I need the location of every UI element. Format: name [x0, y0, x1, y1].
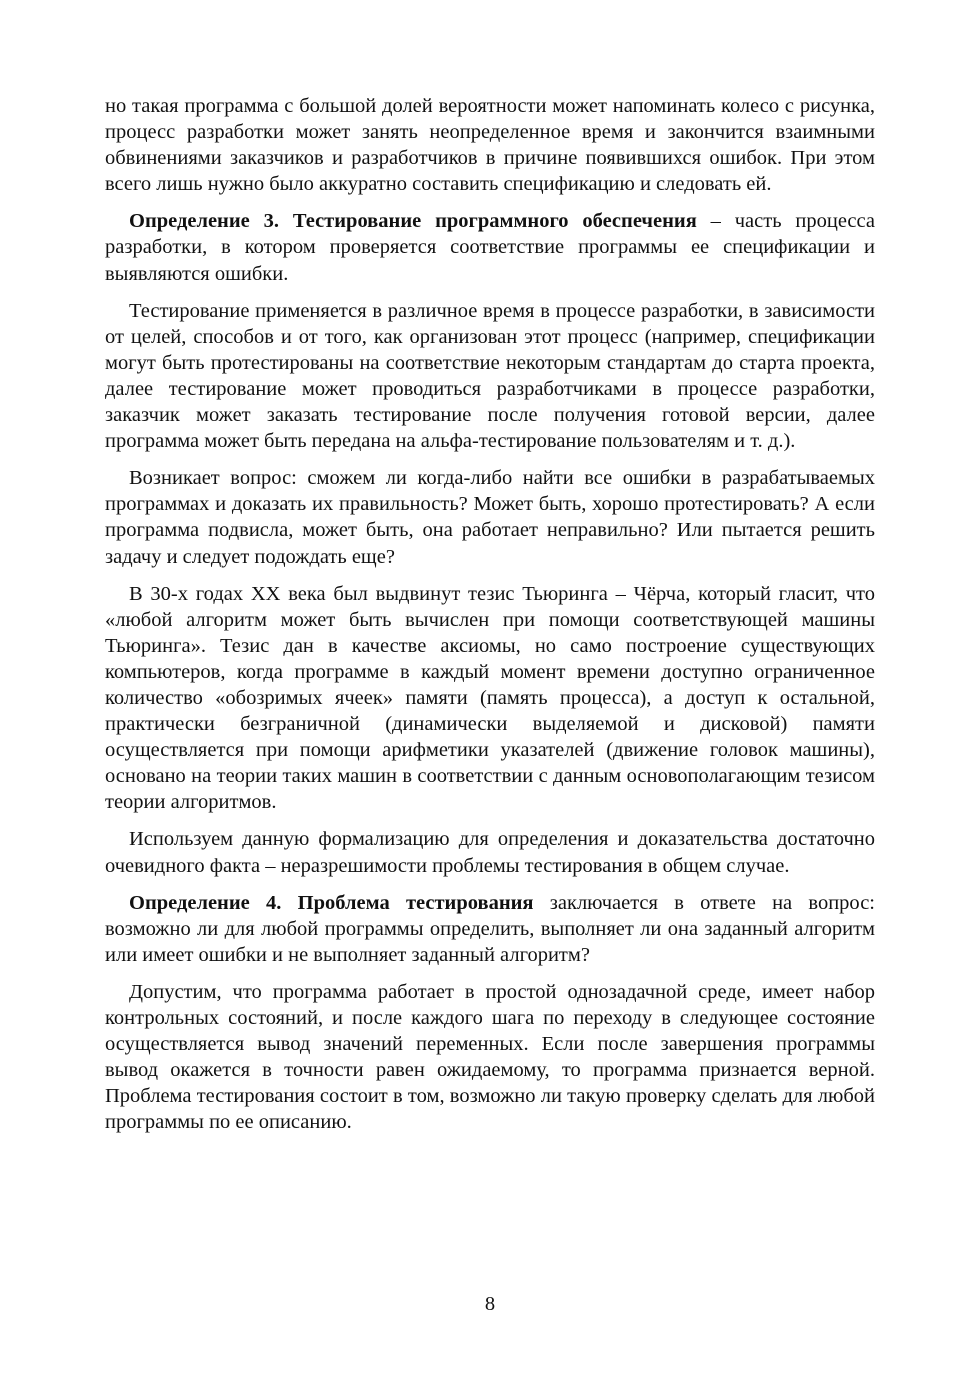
definition-4-text: заключается в ответе на вопрос: возможно ли для любой программы определить, выполняет ли она заданный алгоритм или имеет ошибки и не выполняет заданный алгоритм?: [105, 891, 875, 966]
paragraph-assumption: [105, 979, 875, 1136]
definition-3-text: – часть процесса разработки, в котором проверяется соответствие программы ее спецификации и выявляются ошибки.: [105, 210, 875, 285]
paragraph-church-turing: [105, 581, 875, 816]
paragraph-formalization: [105, 826, 875, 878]
definition-4-paragraph: [105, 890, 875, 968]
definition-3-term: Определение 3. Тестирование программного обеспечения: [129, 210, 697, 233]
paragraph-text: Тестирование применяется в различное время в процессе разработки, в зависимости от целей, способов и от того, как организован этот процесс (например, спецификации могут быть протестированы на соответствие некоторым стандартам до старта проекта, далее тестирование может проводиться разработчиками в процессе разработки, заказчик может заказать тестирование после получения готовой версии, далее программа может быть передана на альфа-тестирование пользователям и т. д.).: [105, 299, 875, 453]
page-body: [105, 93, 875, 1146]
paragraph-continuation: [105, 93, 875, 197]
paragraph-testing-usage: [105, 298, 875, 455]
definition-3-paragraph: [105, 208, 875, 286]
paragraph-question: [105, 465, 875, 569]
paragraph-text: В 30-х годах XX века был выдвинут тезис Тьюринга – Чёрча, который гласит, что «любой алгоритм может быть вычислен при помощи соответствующей машины Тьюринга». Тезис дан в качестве аксиомы, но само построение существующих компьютеров, когда программе в каждый момент времени доступно ограниченное количество «обозримых ячеек» памяти (память процесса), а доступ к остальной, практически безграничной (динамически выделяемой и дисковой) памяти осуществляется при помощи арифметики указателей (движение головок машины), основано на теории таких машин в соответствии с данным основополагающим тезисом теории алгоритмов.: [105, 582, 875, 814]
page-number: 8: [484, 1293, 496, 1315]
definition-4-term: Определение 4. Проблема тестирования: [129, 891, 534, 914]
paragraph-text: Используем данную формализацию для определения и доказательства достаточно очевидного факта – неразрешимости проблемы тестирования в общем случае.: [105, 828, 875, 877]
paragraph-text: Допустим, что программа работает в простой однозадачной среде, имеет набор контрольных состояний, и после каждого шага по переходу в следующее состояние осуществляется вывод значений переменных. Если после завершения программы вывод окажется в точности равен ожидаемому, то программа признается верной. Проблема тестирования состоит в том, возможно ли такую проверку сделать для любой программы по ее описанию.: [105, 980, 875, 1134]
paragraph-text: но такая программа с большой долей вероятности может напоминать колесо с рисунка, процесс разработки может занять неопределенное время и закончится взаимными обвинениями заказчиков и разработчиков в причине появившихся ошибок. При этом всего лишь нужно было аккуратно составить спецификацию и следовать ей.: [105, 95, 875, 196]
paragraph-text: Возникает вопрос: сможем ли когда-либо найти все ошибки в разрабатываемых программах и доказать их правильность? Может быть, хорошо протестировать? А если программа подвисла, может быть, она работает неправильно? Или пытается решить задачу и следует подождать еще?: [105, 467, 875, 568]
